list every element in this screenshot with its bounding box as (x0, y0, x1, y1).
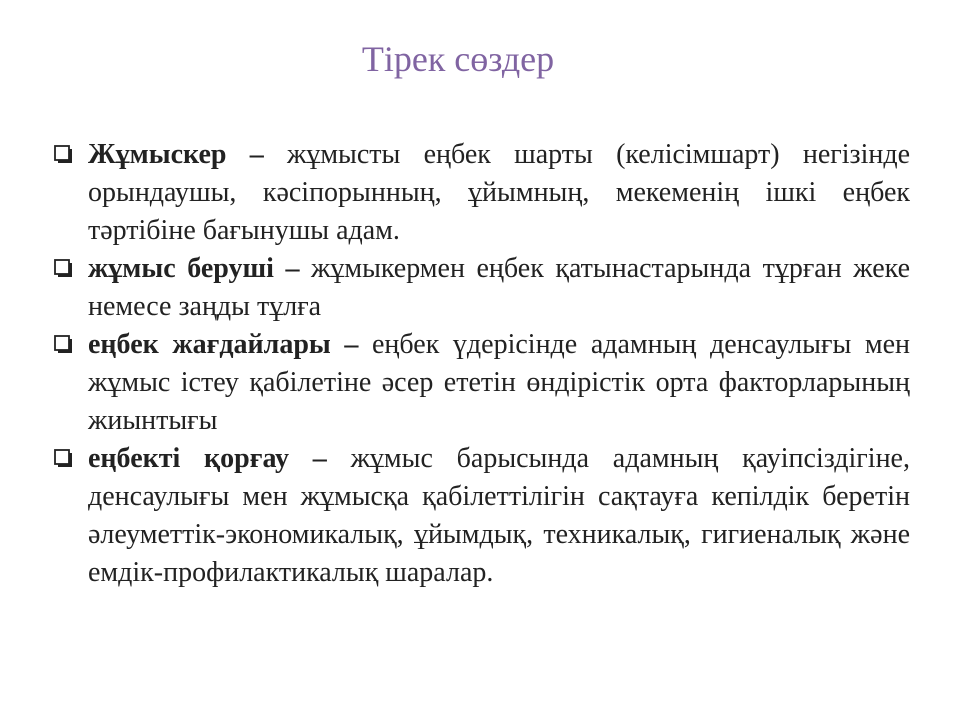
term-separator: – (226, 139, 287, 170)
term-label: еңбек жағдайлары (88, 329, 331, 360)
term-separator: – (289, 443, 351, 474)
term-separator: – (273, 253, 312, 284)
term-definition: жұмыкермен еңбек қатынастарында тұрған жеке немесе заңды тұлға (88, 253, 911, 322)
list-item (48, 250, 910, 326)
list-item (48, 440, 910, 592)
term-label: Жұмыскер (88, 139, 227, 170)
term-label: еңбекті қорғау (88, 443, 290, 474)
term-separator: – (330, 329, 372, 360)
slide-title: Тірек сөздер (361, 39, 555, 79)
term-definition: жұмысты еңбек шарты (келісімшарт) негізінде орындаушы, кәсіпорынның, ұйымның, мекеменің ішкі еңбек тәртібіне бағынушы адам. (88, 139, 911, 246)
hollow-square-bullet-icon (54, 259, 73, 278)
term-label: жұмыс беруші (88, 253, 274, 284)
hollow-square-bullet-icon (54, 449, 73, 468)
term-list (48, 136, 910, 592)
list-item (48, 326, 910, 440)
hollow-square-bullet-icon (54, 335, 73, 354)
list-item (48, 136, 910, 250)
hollow-square-bullet-icon (54, 145, 73, 164)
term-definition: жұмыс барысында адамның қауіпсіздігіне, денсаулығы мен жұмысқа қабілеттілігін сақтауға кепілдік беретін әлеуметтік-экономикалық, ұйымдық, техникалық, гигиеналық және емдік-профилактикалық шаралар. (88, 443, 910, 588)
term-definition: еңбек үдерісінде адамның денсаулығы мен жұмыс істеу қабілетіне әсер ететін өндірістік орта факторларының жиынтығы (88, 329, 911, 436)
